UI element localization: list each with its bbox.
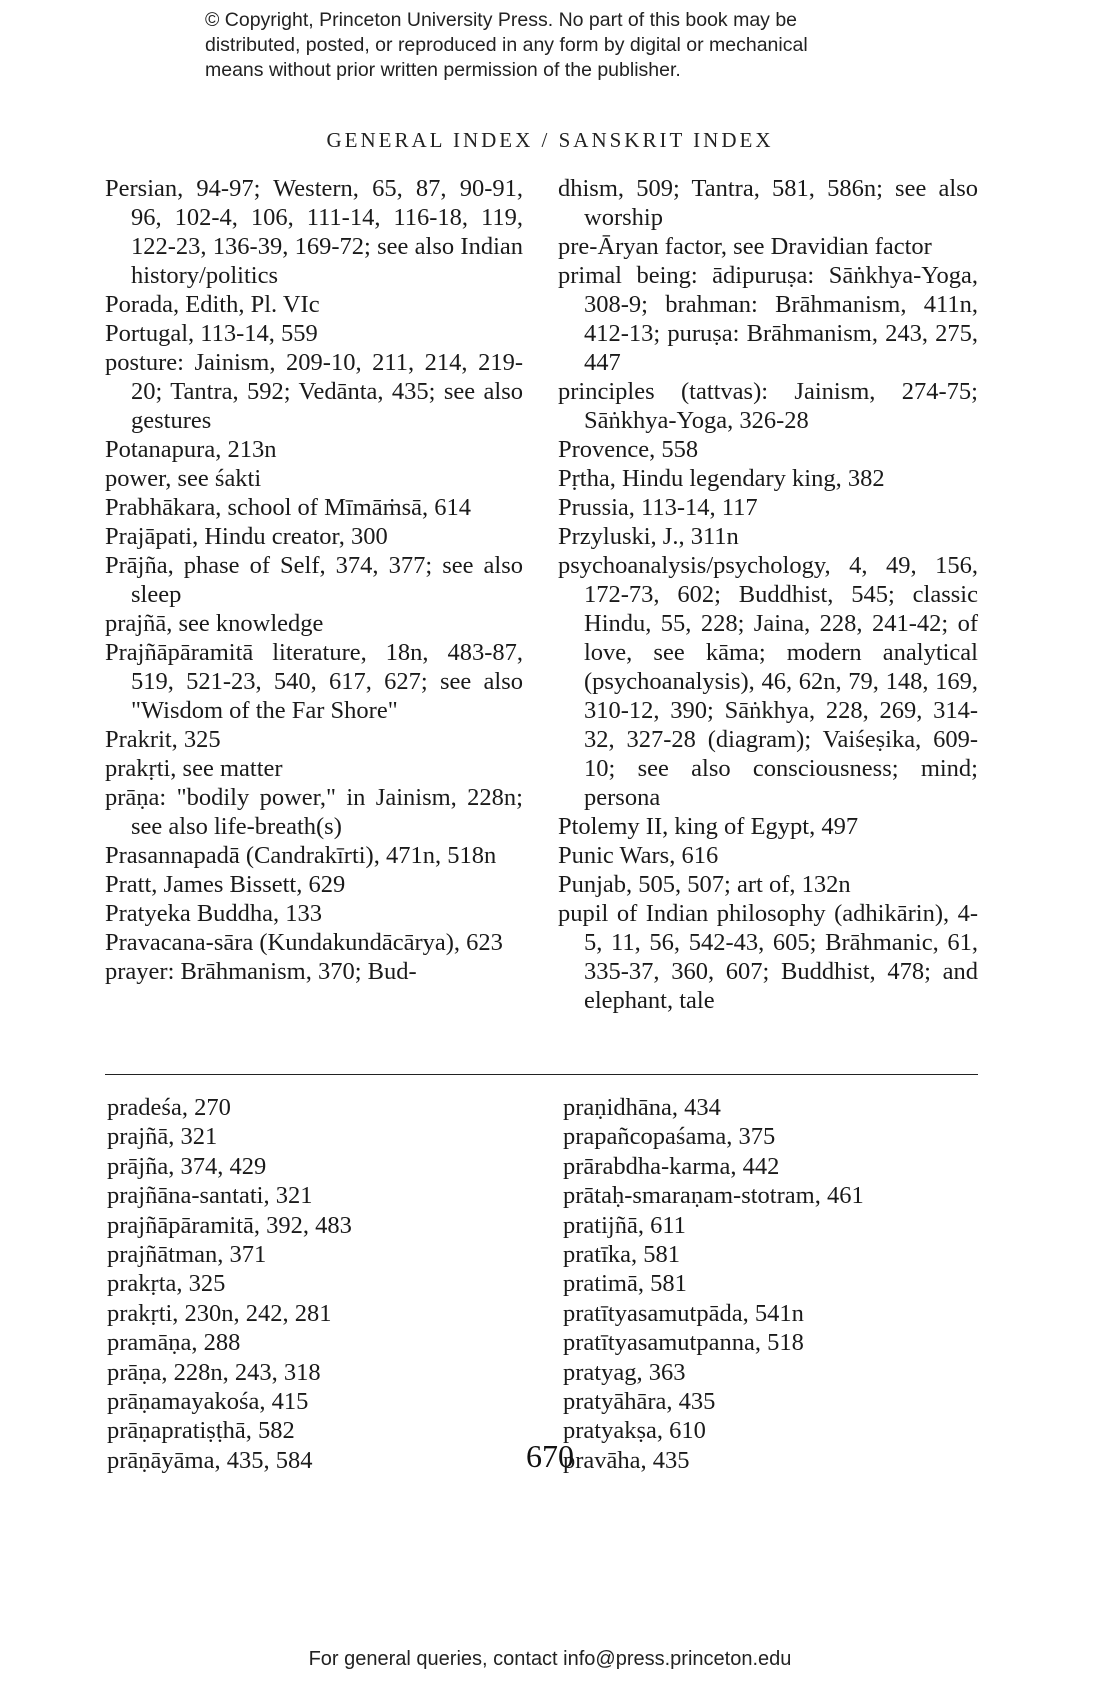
index-entry: Ptolemy II, king of Egypt, 497 [558,813,859,840]
sanskrit-entry: prārabdha-karma, 442 [563,1152,780,1180]
sanskrit-entry: pratyakṣa, 610 [563,1417,706,1445]
index-entry: Prakrit, 325 [105,726,221,753]
sanskrit-entry: pravāha, 435 [563,1446,690,1474]
index-entry: Provence, 558 [558,436,699,463]
sanskrit-entry: pradeśa, 270 [107,1094,231,1121]
sanskrit-entry: pratīka, 581 [563,1241,681,1269]
sanskrit-index-left-column [107,1093,507,1475]
copyright-line: means without prior written permission of the publisher. [205,59,681,81]
sanskrit-entry: prakṛta, 325 [107,1270,226,1298]
copyright-notice [205,8,925,83]
sanskrit-index-right-column [563,1093,963,1475]
index-entry: Portugal, 113-14, 559 [105,320,318,347]
index-entry: Punic Wars, 616 [558,842,719,869]
sanskrit-entry: pratijñā, 611 [563,1211,686,1239]
index-entry: psychoanalysis/psychology, 4, 49, 156, 172-73, 602; Buddhist, 545; classic Hindu, 55, 228; Jaina, 228, 241-42; of love, see kāma; modern analytical (psychoanalysis), 46, 62n, 79, 148, 169, 310-12, 390; Sāṅkhya, 228, 269, 314-32, 327-28 (diagram); Vaiśeṣika, 609-10; see also consciousness; mind; persona [558,552,978,811]
index-entry: Pratt, James Bissett, 629 [105,871,346,898]
sanskrit-entry: pratītyasamutpāda, 541n [563,1299,804,1327]
index-entry: Prussia, 113-14, 117 [558,494,758,521]
index-entry: Punjab, 505, 507; art of, 132n [558,871,851,898]
index-entry: power, see śakti [105,465,262,492]
index-entry: Pratyeka Buddha, 133 [105,900,323,927]
sanskrit-entry: pratītyasamutpanna, 518 [563,1329,804,1357]
index-entry: principles (tattvas): Jainism, 274-75; Sāṅkhya-Yoga, 326-28 [558,378,978,434]
sanskrit-entry: prapañcopaśama, 375 [563,1123,776,1151]
sanskrit-entry: prajñāna-santati, 321 [107,1182,313,1210]
index-entry: prayer: Brāhmanism, 370; Bud- [105,958,417,985]
index-entry: dhism, 509; Tantra, 581, 586n; see also worship [558,175,978,231]
index-entry: Potanapura, 213n [105,436,277,463]
index-entry: primal being: ādipuruṣa: Sāṅkhya-Yoga, 308-9; brahman: Brāhmanism, 411n, 412-13; puruṣa: Brāhmanism, 243, 275, 447 [558,262,978,376]
sanskrit-entry: prajñāpāramitā, 392, 483 [107,1211,352,1239]
index-entry: Prajāpati, Hindu creator, 300 [105,523,388,550]
sanskrit-entry: prājña, 374, 429 [107,1152,267,1180]
index-entry: posture: Jainism, 209-10, 211, 214, 219-20; Tantra, 592; Vedānta, 435; see also gestures [105,349,523,434]
page-number: 670 [526,1438,574,1474]
sanskrit-entry: pratyāhāra, 435 [563,1388,716,1416]
sanskrit-entry: praṇidhāna, 434 [563,1094,721,1121]
footer-contact: For general queries, contact info@press.princeton.edu [308,1648,792,1670]
copyright-line: © Copyright, Princeton University Press. No part of this book may be [205,9,798,31]
index-entry: prakṛti, see matter [105,755,283,782]
sanskrit-entry: prāṇāyāma, 435, 584 [107,1446,313,1474]
index-entry: Prasannapadā (Candrakīrti), 471n, 518n [105,842,497,869]
sanskrit-entry: pramāṇa, 288 [107,1329,241,1357]
index-entry: prāṇa: "bodily power," in Jainism, 228n; see also life-breath(s) [105,784,523,840]
sanskrit-entry: prātaḥ-smaraṇam-stotram, 461 [563,1182,864,1210]
index-entry: prajñā, see knowledge [105,610,324,637]
index-entry: Przyluski, J., 311n [558,523,739,550]
index-entry: Prabhākara, school of Mīmāṁsā, 614 [105,494,472,521]
index-entry: Pṛtha, Hindu legendary king, 382 [558,465,885,492]
index-entry: pre-Āryan factor, see Dravidian factor [558,233,932,260]
general-index-left-column [105,174,523,986]
index-entry: Prajñāpāramitā literature, 18n, 483-87, 519, 521-23, 540, 617, 627; see also "Wisdom of the Far Shore" [105,639,523,724]
index-entry: Persian, 94-97; Western, 65, 87, 90-91, 96, 102-4, 106, 111-14, 116-18, 119, 122-23, 136-39, 169-72; see also Indian history/politics [105,175,523,289]
index-entry: Prājña, phase of Self, 374, 377; see also sleep [105,552,523,608]
sanskrit-entry: pratyag, 363 [563,1358,686,1386]
index-entry: Pravacana-sāra (Kundakundācārya), 623 [105,929,503,956]
sanskrit-entry: prajñātman, 371 [107,1241,267,1269]
copyright-line: distributed, posted, or reproduced in any form by digital or mechanical [205,34,808,56]
running-head: GENERAL INDEX / SANSKRIT INDEX [326,128,774,152]
section-divider [105,1074,978,1075]
sanskrit-entry: prāṇa, 228n, 243, 318 [107,1358,321,1386]
sanskrit-entry: pratimā, 581 [563,1270,687,1298]
index-entry: Porada, Edith, Pl. VIc [105,291,320,318]
sanskrit-entry: prakṛti, 230n, 242, 281 [107,1299,332,1327]
sanskrit-entry: prāṇamayakośa, 415 [107,1388,309,1416]
sanskrit-entry: prajñā, 321 [107,1123,218,1151]
index-entry: pupil of Indian philosophy (adhikārin), 4-5, 11, 56, 542-43, 605; Brāhmanic, 61, 335-37, 360, 607; Buddhist, 478; and elephant, tale [558,900,978,1014]
sanskrit-entry: prāṇapratiṣṭhā, 582 [107,1417,295,1445]
general-index-right-column [558,174,978,1015]
